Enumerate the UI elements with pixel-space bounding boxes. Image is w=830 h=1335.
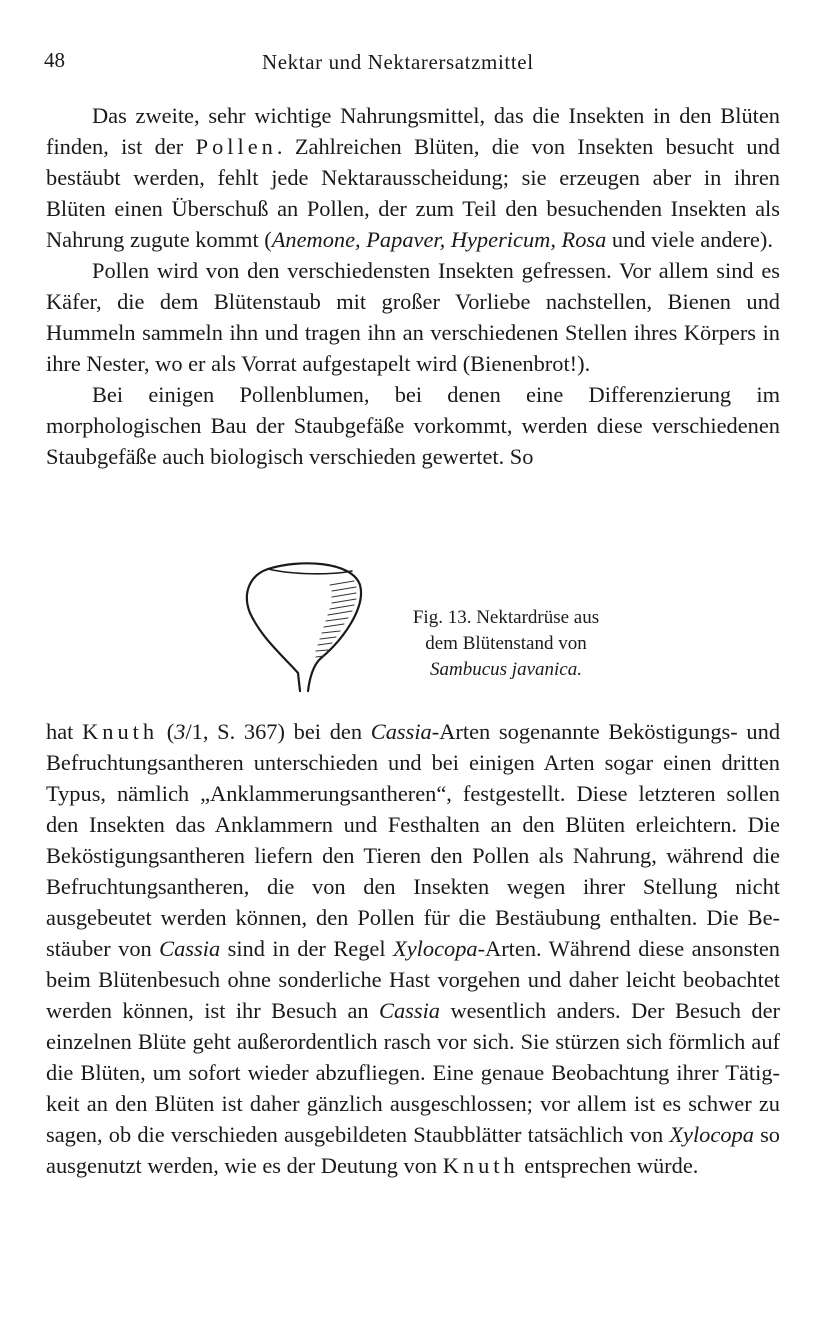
caption-line-2: dem Blütenstand von (425, 633, 587, 654)
text-run: sind in der Regel (220, 936, 394, 961)
text-run: . Zahlreichen Blüten, die von Insekten besucht und bestäubt werden, fehlt jede Nektarausscheidung; sie erzeugen aber in ihren Blüten einen Überschuß an Pollen, der zum Teil den besuchenden Insekten als Nahrung zugute kommt ( (46, 134, 780, 252)
genus-cassia: Cassia (379, 998, 441, 1023)
text-run: hat (46, 719, 83, 744)
text-run: , (439, 227, 451, 252)
text-run: so ausgenutzt werden, wie es der Deutung von (46, 1122, 780, 1178)
genus-cassia: Cassia (370, 719, 432, 744)
genus-papaver: Papaver (366, 227, 440, 252)
reference-volume: 3 (174, 719, 186, 744)
page-header (44, 48, 784, 78)
text-run: -Arten sogenannte Beköstigungs- und Befruchtungsantheren unterschieden und bei einigen Arten sogar einen dritten Typus, nämlich „Anklammerungsantheren“, festgestellt. Diese letzteren sollen den Insekten das Anklammern und Festhalten an den Blüten erleichtern. Die Beköstigungsantheren liefern den Tieren den Pollen als Nahrung, während die Befruchtungsantheren, die von den Insekten wegen ihrer Stellung nicht ausgebeutet werden können, den Pollen für die Bestäubung enthalten. Die Bestäuber von (46, 719, 781, 961)
paragraph-pollen-eaters: Pollen wird von den verschiedensten Insekten gefressen. Vor allem sind es Käfer, die dem Blütenstaub mit großer Vorliebe nachstellen, Bienen und Hummeln sammeln ihn und tragen ihn an verschiedenen Stellen ihres Körpers in ihre Nester, wo er als Vorrat aufgestapelt wird (Bienenbrot!). (46, 258, 780, 376)
caption-species: Sambucus javanica. (430, 659, 582, 680)
genus-rosa: Rosa (561, 227, 607, 252)
text-run: /1, S. 367) bei den (185, 719, 371, 744)
caption-line-1 (376, 605, 636, 631)
text-run: , (355, 227, 367, 252)
text-run: wesentlich anders. Der Besuch der einzelnen Blüte geht außerordentlich rasch vor sich. Sie stürzen sich förmlich auf die Blüten, um sofort wieder abzufliegen. Eine genaue Beobachtung ihrer Tätigkeit an den Blüten ist daher gänzlich ausgeschlossen; vor allem ist es schwer zu sagen, ob die verschieden ausgebildeten Staubblätter tatsächlich von (46, 998, 780, 1147)
paragraph-cassia (46, 716, 780, 1181)
paragraph-pollenblumen: Bei einigen Pollenblumen, bei denen eine Differenzierung im morphologischen Bau der Staubgefäße vorkommt, werden diese verschiedenen Staubgefäße auch biologisch verschieden gewertet. So (46, 382, 780, 469)
figure-caption (376, 605, 636, 683)
text-run: ( (158, 719, 175, 744)
genus-hypericum: Hypericum (450, 227, 551, 252)
text-block-bottom (46, 716, 780, 1181)
text-run: und viele andere). (606, 227, 773, 252)
text-run: Das zweite, sehr wichtige Nahrungsmittel, das die Insekten in den Blüten finden, ist der (46, 103, 780, 159)
running-title: Nektar und Nektarersatzmittel (262, 50, 534, 74)
term-pollen: Pollen (195, 134, 277, 159)
page-number: 48 (44, 48, 65, 72)
text-run: entsprechen würde. (518, 1153, 699, 1178)
paragraph-pollen (46, 100, 780, 255)
text-run: , (550, 227, 562, 252)
text-run: -Arten. Während diese ansonsten beim Blütenbesuch ohne sonderliche Hast vorgehen und daher leicht beobachtet werden können, ist ihr Besuch an (46, 936, 780, 1023)
author-knuth: Knuth (442, 1153, 519, 1178)
figure-label: Fig. 13. (412, 607, 472, 628)
genus-xylocopa: Xylocopa (393, 936, 478, 961)
nectar-gland-illustration (240, 555, 370, 695)
caption-text: Nektardrüse aus (476, 607, 600, 628)
genus-xylocopa: Xylocopa (669, 1122, 754, 1147)
author-knuth: Knuth (82, 719, 159, 744)
text-block-top (46, 100, 780, 472)
genus-cassia: Cassia (159, 936, 221, 961)
figure-13 (240, 555, 660, 695)
caption-line-3 (376, 657, 636, 683)
genus-anemone: Anemone (271, 227, 356, 252)
